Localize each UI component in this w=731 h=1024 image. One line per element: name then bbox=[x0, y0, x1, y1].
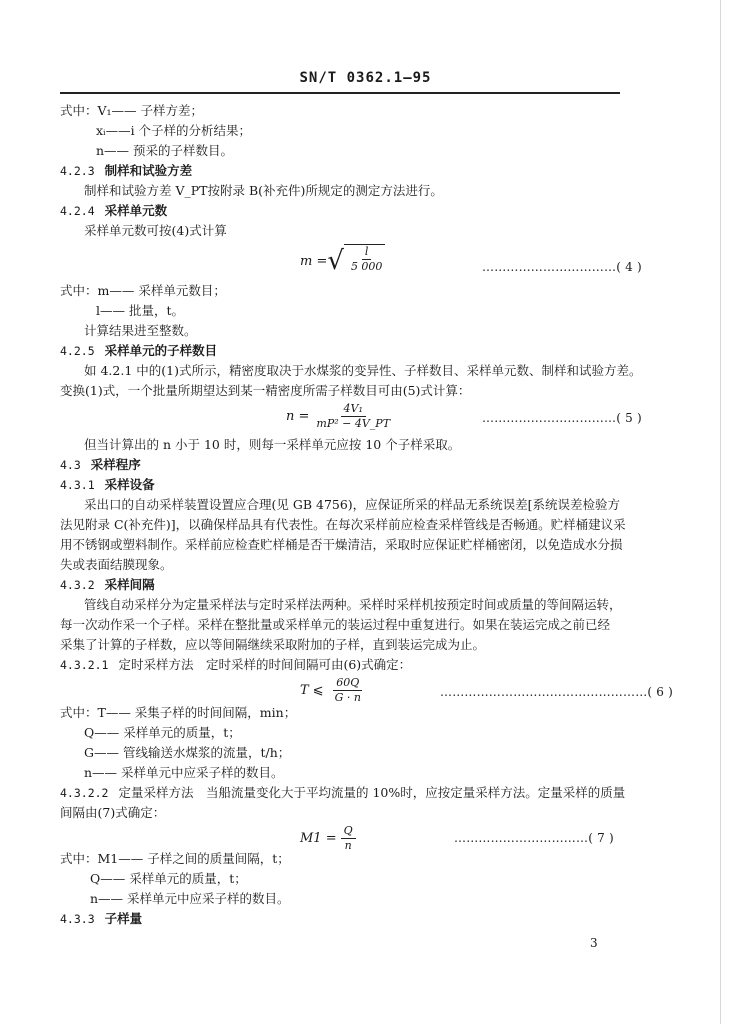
where-n: n—— 采样单元中应采子样的数目。 bbox=[90, 891, 290, 906]
section-title: 采样程序 bbox=[90, 457, 141, 472]
paragraph: 变换(1)式，一个批量所期望达到某一精密度所需子样数目可由(5)式计算： bbox=[60, 383, 471, 398]
where-t: 式中：T—— 采集子样的时间间隔，min； bbox=[60, 705, 297, 720]
section-4-2-5 bbox=[60, 343, 217, 359]
where-v1: 式中：V₁—— 子样方差； bbox=[60, 103, 204, 118]
section-text: 定时采样方法 定时采样的时间间隔可由(6)式确定： bbox=[118, 657, 412, 672]
fraction-denominator: 5 000 bbox=[350, 260, 383, 273]
paragraph: 每一次动作采一个子样。采样在整批量或采样单元的装运过程中重复进行。如果在装运完成之前已经 bbox=[60, 617, 611, 632]
fraction-denominator: n bbox=[344, 839, 352, 852]
section-text: 定量采样方法 当船流量变化大于平均流量的 10%时，应按定量采样方法。定量采样的质量 bbox=[118, 785, 626, 800]
section-number: 4.3.2 bbox=[60, 578, 95, 592]
equation-lhs: M1 = bbox=[300, 831, 337, 846]
page-edge bbox=[720, 0, 721, 1024]
section-title: 采样设备 bbox=[104, 477, 155, 492]
fraction-denominator: G · n bbox=[334, 691, 361, 704]
where-q: Q—— 采样单元的质量，t； bbox=[84, 725, 241, 740]
paragraph: 制样和试验方差 V_PT按附录 B(补充件)所规定的测定方法进行。 bbox=[84, 183, 443, 198]
fraction-numerator: 4V₁ bbox=[341, 402, 366, 417]
where-g: G—— 管线输送水煤浆的流量，t/h； bbox=[84, 745, 291, 760]
header-rule bbox=[60, 92, 620, 94]
paragraph: 计算结果进至整数。 bbox=[84, 323, 197, 338]
section-4-3-2-2 bbox=[60, 785, 625, 801]
fraction-numerator: Q bbox=[341, 824, 356, 839]
document-code: SN/T 0362.1—95 bbox=[299, 70, 432, 86]
section-number: 4.3 bbox=[60, 458, 81, 472]
where-q: Q—— 采样单元的质量，t； bbox=[90, 871, 247, 886]
paragraph: 采出口的自动采样装置设置应合理(见 GB 4756)，应保证所采的样品无系统误差[系统误差检验方 bbox=[84, 497, 621, 512]
paragraph: 用不锈钢或塑料制作。采样前应检查贮样桶是否干燥清洁，采取时应保证贮样桶密闭，以免造成水分损 bbox=[60, 537, 623, 552]
section-title: 子样量 bbox=[104, 911, 143, 926]
paragraph: 间隔由(7)式确定： bbox=[60, 805, 166, 820]
where-l: l—— 批量，t。 bbox=[96, 303, 184, 318]
section-number: 4.3.3 bbox=[60, 912, 95, 926]
equation-6 bbox=[300, 676, 364, 705]
section-4-2-3 bbox=[60, 163, 192, 179]
paragraph: 但当计算出的 n 小于 10 时，则每一采样单元应按 10 个子样采取。 bbox=[84, 437, 461, 452]
page-number: 3 bbox=[590, 936, 598, 950]
relation-operator: ⩽ bbox=[312, 683, 324, 698]
equation-tag-6: ……………………………………………( 6 ) bbox=[440, 685, 674, 699]
fraction-numerator: l bbox=[362, 245, 372, 260]
section-4-3-2 bbox=[60, 577, 155, 593]
section-4-3-1 bbox=[60, 477, 155, 493]
section-title: 制样和试验方差 bbox=[104, 163, 193, 178]
equation-7 bbox=[300, 824, 356, 853]
section-4-2-4 bbox=[60, 203, 167, 219]
fraction-numerator: 60Q bbox=[333, 676, 362, 691]
paragraph: 如 4.2.1 中的(1)式所示，精密度取决于水煤浆的变异性、子样数目、采样单元数、制样和试验方差。 bbox=[84, 363, 642, 378]
equation-lhs: T bbox=[300, 683, 309, 698]
sqrt-sign: √ $\frac{l}{5 000}$ bbox=[327, 244, 385, 278]
section-title: 采样单元数 bbox=[104, 203, 168, 218]
section-number: 4.2.4 bbox=[60, 204, 95, 218]
section-number: 4.3.2.2 bbox=[60, 786, 109, 800]
fraction-denominator: mP² − 4V_PT bbox=[316, 417, 391, 430]
equation-lhs: n = bbox=[286, 409, 310, 424]
where-m1: 式中：M1—— 子样之间的质量间隔，t； bbox=[60, 851, 290, 866]
section-4-3-3 bbox=[60, 911, 142, 927]
where-n: n—— 采样单元中应采子样的数目。 bbox=[84, 765, 284, 780]
where-xi: xᵢ——i 个子样的分析结果； bbox=[96, 123, 252, 138]
paragraph: 管线自动采样分为定量采样法与定时采样法两种。采样时采样机按预定时间或质量的等间隔运转， bbox=[84, 597, 622, 612]
equation-tag-4: ……………………………( 4 ) bbox=[482, 260, 642, 274]
section-4-3 bbox=[60, 457, 141, 473]
equation-tag-7: ……………………………( 7 ) bbox=[454, 831, 614, 845]
section-4-3-2-1 bbox=[60, 657, 411, 673]
section-number: 4.3.1 bbox=[60, 478, 95, 492]
equation-lhs: m = bbox=[300, 253, 328, 269]
section-title: 采样单元的子样数目 bbox=[104, 343, 218, 358]
section-number: 4.2.3 bbox=[60, 164, 95, 178]
paragraph: 法见附录 C(补充件)]，以确保样品具有代表性。在每次采样前应检查采样管线是否畅通。贮样桶建议采 bbox=[60, 517, 626, 532]
paragraph: 采样单元数可按(4)式计算 bbox=[84, 223, 227, 238]
equation-5 bbox=[286, 402, 393, 431]
equation-tag-5: ……………………………( 5 ) bbox=[482, 411, 642, 425]
section-title: 采样间隔 bbox=[104, 577, 155, 592]
section-number: 4.2.5 bbox=[60, 344, 95, 358]
section-number: 4.3.2.1 bbox=[60, 658, 109, 672]
where-m: 式中：m—— 采样单元数目； bbox=[60, 283, 226, 298]
where-n: n—— 预采的子样数目。 bbox=[96, 143, 234, 158]
paragraph: 采集了计算的子样数，应以等间隔继续采取附加的子样，直到装运完成为止。 bbox=[60, 637, 486, 652]
equation-4 bbox=[300, 244, 385, 278]
paragraph: 失或表面结膜现象。 bbox=[60, 557, 173, 572]
